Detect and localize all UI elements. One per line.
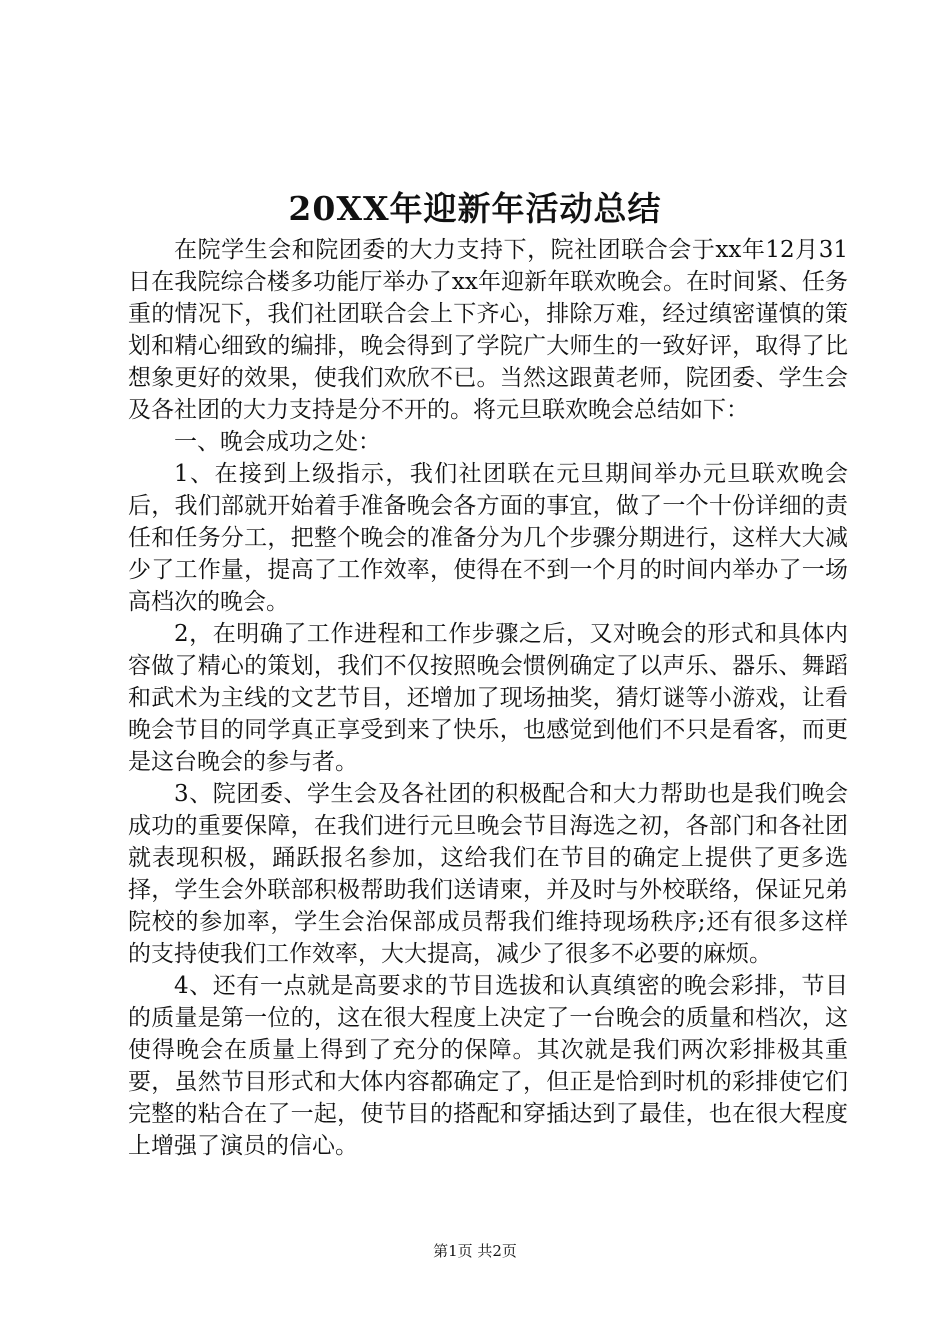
section-heading: 一、晚会成功之处：: [174, 429, 381, 455]
page-footer: 第1页 共2页: [433, 1242, 517, 1260]
paragraph-point-2: 2，在明确了工作进程和工作步骤之后，又对晚会的形式和具体内容做了精心的策划，我们不仅按照晚会惯例确定了以声乐、器乐、舞蹈和武术为主线的文艺节目，还增加了现场抽奖，猜灯谜等小游戏，让看晚会节目的同学真正享受到来了快乐，也感觉到他们不只是看客，而更是这台晚会的参与者。: [128, 621, 848, 775]
paragraph-point-4: 4、还有一点就是高要求的节目选拔和认真缜密的晚会彩排，节目的质量是第一位的，这在很大程度上决定了一台晚会的质量和档次，这使得晚会在质量上得到了充分的保障。其次就是我们两次彩排极其重要，虽然节目形式和大体内容都确定了，但正是恰到时机的彩排使它们完整的粘合在了一起，使节目的搭配和穿插达到了最佳，也在很大程度上增强了演员的信心。: [128, 973, 848, 1159]
paragraph-intro: 在院学生会和院团委的大力支持下，院社团联合会于xx年12月31日在我院综合楼多功能厅举办了xx年迎新年联欢晚会。在时间紧、任务重的情况下，我们社团联合会上下齐心，排除万难，经过缜密谨慎的策划和精心细致的编排，晚会得到了学院广大师生的一致好评，取得了比想象更好的效果，使我们欢欣不已。当然这跟黄老师，院团委、学生会及各社团的大力支持是分不开的。将元旦联欢晚会总结如下：: [128, 237, 848, 423]
paragraph-point-3: 3、院团委、学生会及各社团的积极配合和大力帮助也是我们晚会成功的重要保障，在我们进行元旦晚会节目海选之初，各部门和各社团就表现积极，踊跃报名参加，这给我们在节目的确定上提供了更多选择，学生会外联部积极帮助我们送请柬，并及时与外校联络，保证兄弟院校的参加率，学生会治保部成员帮我们维持现场秩序;还有很多这样的支持使我们工作效率，大大提高，减少了很多不必要的麻烦。: [128, 781, 848, 967]
page-title: 20XX年迎新年活动总结: [288, 189, 662, 228]
document-body: [128, 234, 848, 1162]
paragraph-point-1: 1、在接到上级指示，我们社团联在元旦期间举办元旦联欢晚会后，我们部就开始着手准备晚会各方面的事宜，做了一个十份详细的责任和任务分工，把整个晚会的准备分为几个步骤分期进行，这样大大减少了工作量，提高了工作效率，使得在不到一个月的时间内举办了一场高档次的晚会。: [128, 461, 848, 615]
